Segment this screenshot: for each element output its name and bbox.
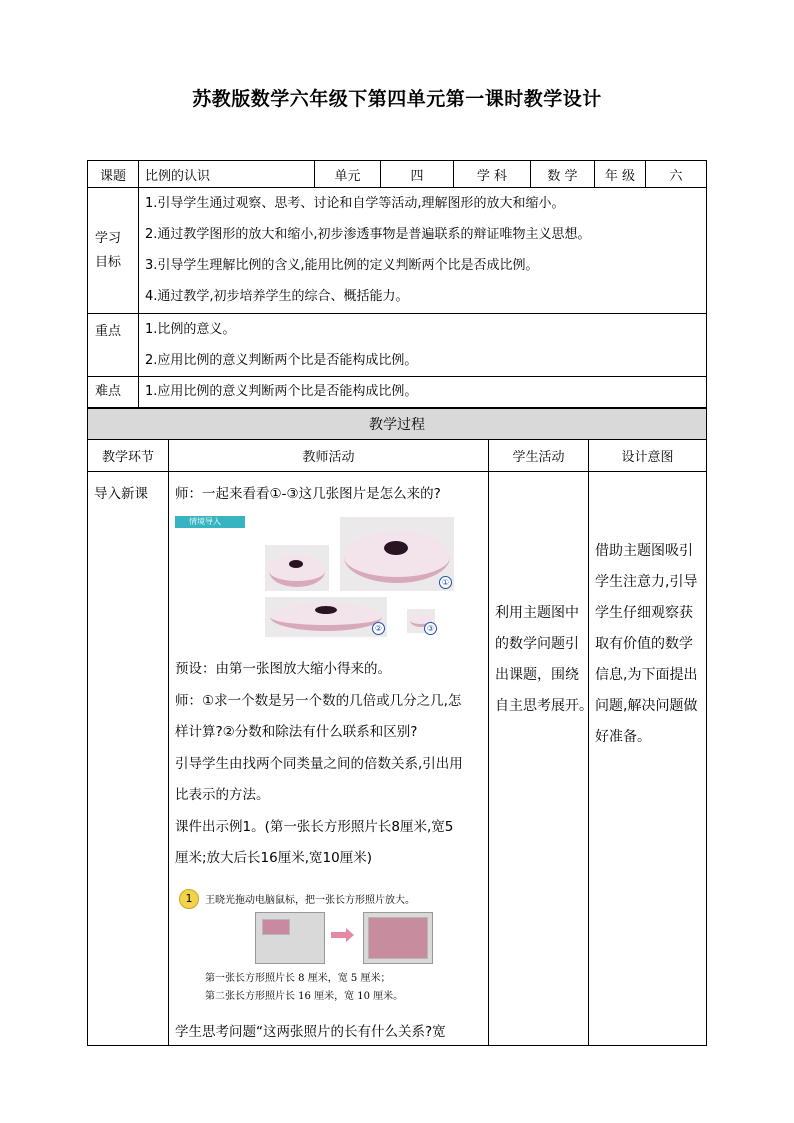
column-header-student: 学生活动 xyxy=(489,440,589,471)
teacher-line: 引导学生由找两个同类量之间的倍数关系,引出用 xyxy=(175,756,463,772)
document-title: 苏教版数学六年级下第四单元第一课时教学设计 xyxy=(192,88,602,110)
teacher-activity-cell xyxy=(169,472,489,1045)
difficulties-list xyxy=(139,377,706,407)
column-header-stage: 教学环节 xyxy=(88,440,169,471)
stage-cell xyxy=(88,472,169,1045)
photo-small-screen xyxy=(255,912,325,964)
cake-image-large xyxy=(340,517,454,591)
objective-item: 2.通过教学图形的放大和缩小,初步渗透事物是普遍联系的辩证唯物主义思想。 xyxy=(145,227,591,242)
photo-large-screen xyxy=(363,912,433,964)
design-intent-cell xyxy=(589,472,706,1045)
difficulties-label: 难点 xyxy=(88,377,139,407)
image-number-3: ③ xyxy=(424,622,437,635)
teacher-line: 师：①求一个数是另一个数的几倍或几分之几,怎 xyxy=(175,693,462,709)
column-header-teacher: 教师活动 xyxy=(169,440,489,471)
teacher-line: 课件出示例1。(第一张长方形照片长8厘米,宽5 xyxy=(175,819,454,835)
image-number-1: ① xyxy=(439,576,452,589)
image-number-2: ② xyxy=(372,622,385,635)
objectives-list xyxy=(139,188,706,313)
header-row xyxy=(87,160,707,188)
example-line: 第二张长方形照片长 16 厘米，宽 10 厘米。 xyxy=(205,991,404,1002)
difficulty-item: 1.应用比例的意义判断两个比是否能构成比例。 xyxy=(145,384,418,399)
cake-image-wide xyxy=(265,597,387,637)
key-points-label: 重点 xyxy=(88,314,139,376)
process-title-band: 教学过程 xyxy=(87,408,707,440)
objective-item: 1.引导学生通过观察、思考、讨论和自学等活动,理解图形的放大和缩小。 xyxy=(145,196,565,211)
teacher-line: 比表示的方法。 xyxy=(175,787,270,803)
objective-item: 3.引导学生理解比例的含义,能用比例的定义判断两个比是否成比例。 xyxy=(145,258,539,273)
key-point-item: 1.比例的意义。 xyxy=(145,322,236,337)
column-header-intent: 设计意图 xyxy=(621,450,674,465)
unit-value: 四 xyxy=(381,161,454,187)
process-column-headers xyxy=(87,440,707,472)
subject-value: 数 学 xyxy=(531,161,595,187)
grade-value: 六 xyxy=(669,168,683,184)
process-main-row xyxy=(87,471,707,1046)
difficulties-row xyxy=(87,377,707,408)
cake-image-tiny xyxy=(407,609,435,633)
design-intent-text: 借助主题图吸引 学生注意力,引导 学生仔细观察获 取有价值的数学 信息,为下面提出 问题,解决问题做 好准备。 xyxy=(595,543,698,745)
teacher-intro: 师：一起来看看①-③这几张图片是怎么来的? xyxy=(175,486,441,502)
key-points-list xyxy=(139,314,706,376)
example-line: 第一张长方形照片长 8 厘米，宽 5 厘米； xyxy=(205,973,391,984)
topic-label: 课题 xyxy=(88,161,139,187)
student-activity-text: 利用主题图中 的数学问题引 出课题，围绕 自主思考展开。 xyxy=(495,605,593,714)
example-text: 王晓光拖动电脑鼠标，把一张长方形照片放大。 xyxy=(205,895,415,906)
objective-item: 4.通过教学,初步培养学生的综合、概括能力。 xyxy=(145,289,409,304)
objectives-label: 学习 目标 xyxy=(88,188,139,313)
teacher-line-last: 学生思考问题“这两张照片的长有什么关系?宽 xyxy=(175,1024,446,1040)
subject-label: 学 科 xyxy=(454,161,531,187)
key-points-row xyxy=(87,314,707,377)
student-activity-cell xyxy=(489,472,593,1045)
teacher-line: 样计算?②分数和除法有什么联系和区别? xyxy=(175,724,418,740)
teacher-line: 厘米;放大后长16厘米,宽10厘米) xyxy=(175,850,372,866)
key-point-item: 2.应用比例的意义判断两个比是否能构成比例。 xyxy=(145,353,418,368)
example-number-badge: 1 xyxy=(179,889,199,909)
topic-value: 比例的认识 xyxy=(139,161,315,187)
arrow-head-icon xyxy=(346,928,354,942)
grade-label: 年 级 xyxy=(595,161,646,187)
arrow-right-icon xyxy=(331,932,347,938)
situation-tag: 情境导入 xyxy=(175,516,245,528)
stage-label: 导入新课 xyxy=(94,486,148,502)
objectives-row xyxy=(87,188,707,314)
unit-label: 单元 xyxy=(315,161,381,187)
cake-image-medium xyxy=(265,545,329,591)
teacher-line: 预设：由第一张图放大缩小得来的。 xyxy=(175,661,391,677)
